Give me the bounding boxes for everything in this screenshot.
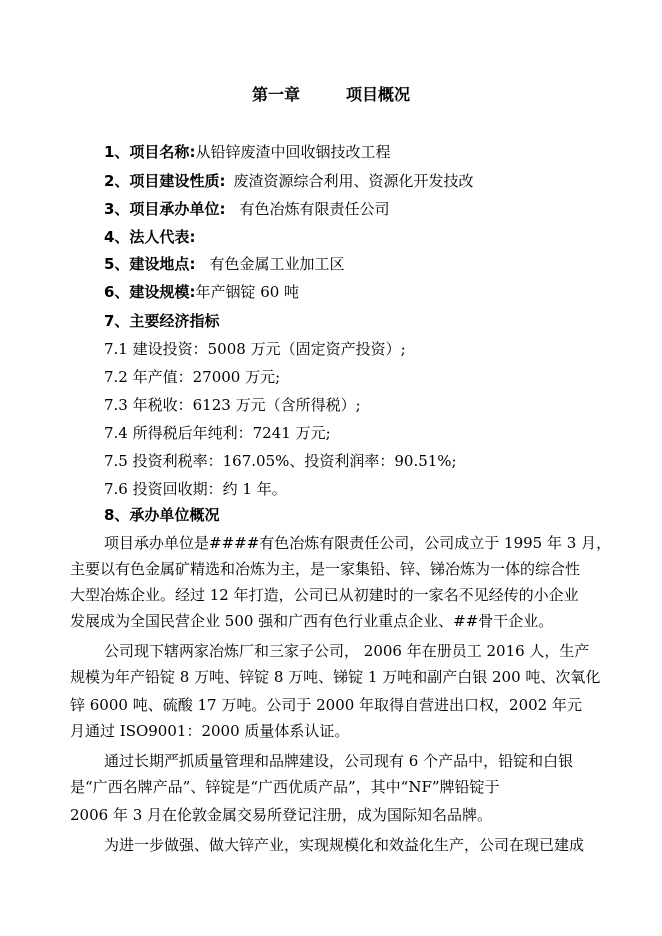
indicator-output-value: 7.2 年产值：27000 万元; [104,368,281,386]
indicator-payback-period: 7.6 投资回收期：约 1 年。 [104,480,287,498]
chapter-title [0,84,662,106]
item-location [104,253,344,275]
paragraph-line: 月通过 ISO9001：2000 质量体系认证。 [70,722,350,740]
item-label: 1、项目名称: [104,143,196,161]
item-label: 5、建设地点: [104,255,196,273]
item-legal-representative [104,226,195,248]
paragraph-line: 通过长期严抓质量管理和品牌建设，公司现有 6 个产品中，铅锭和白银 [104,752,574,770]
indicator-tax: 7.3 年税收：6123 万元（含所得税）; [104,396,361,414]
item-label: 4、法人代表: [104,228,196,246]
paragraph-line: 是“广西名牌产品”、锌锭是“广西优质产品”，其中“NF”牌铅锭于 [70,778,500,796]
indicator-net-profit: 7.4 所得税后年纯利：7241 万元; [104,424,331,442]
paragraph-line: 为进一步做强、做大锌产业，实现规模化和效益化生产，公司在现已建成 [104,836,585,854]
chapter-name: 项目概况 [346,85,411,104]
paragraph-line: 主要以有色金属矿精选和冶炼为主，是一家集铅、锌、锑冶炼为一体的综合性 [70,560,581,578]
item-label: 7、主要经济指标 [104,312,220,330]
item-value: 年产铟锭 60 吨 [195,283,300,301]
paragraph-line: 公司现下辖两家冶炼厂和三家子公司， 2006 年在册员工 2016 人，生产 [104,642,590,660]
item-undertaking-unit [104,198,389,220]
paragraph-line: 规模为年产铅锭 8 万吨、锌锭 8 万吨、锑锭 1 万吨和副产白银 200 吨、次氧化 [70,668,601,686]
indicator-return-rates: 7.5 投资利税率：167.05%、投资利润率：90.51%; [104,452,457,470]
item-label: 3、项目承办单位: [104,200,226,218]
item-project-name [104,141,390,163]
paragraph-line: 2006 年 3 月在伦敦金属交易所登记注册，成为国际知名品牌。 [70,806,493,824]
item-label: 2、项目建设性质: [104,172,226,190]
indicator-investment: 7.1 建设投资：5008 万元（固定资产投资）; [104,340,406,358]
paragraph-line: 发展成为全国民营企业 500 强和广西有色行业重点企业、##骨干企业。 [70,612,554,630]
item-value: 从铅锌废渣中回收铟技改工程 [195,143,391,161]
item-label: 6、建设规模: [104,283,196,301]
paragraph-line: 项目承办单位是####有色冶炼有限责任公司，公司成立于 1995 年 3 月， [104,534,612,552]
item-value: 有色金属工业加工区 [209,255,345,273]
section-label: 8、承办单位概况 [104,506,220,524]
item-value: 废渣资源综合利用、资源化开发技改 [233,172,474,190]
item-value: 有色冶炼有限责任公司 [239,200,390,218]
section-8-heading [104,504,219,526]
paragraph-line: 大型冶炼企业。经过 12 年打造，公司已从初建时的一家名不见经传的小企业 [70,586,579,604]
chapter-number: 第一章 [251,85,300,104]
item-project-nature [104,170,473,192]
paragraph-line: 锌 6000 吨、硫酸 17 万吨。公司于 2000 年取得自营进出口权，2002 年元 [70,696,582,714]
item-scale [104,281,299,303]
item-economic-indicators [104,310,219,332]
